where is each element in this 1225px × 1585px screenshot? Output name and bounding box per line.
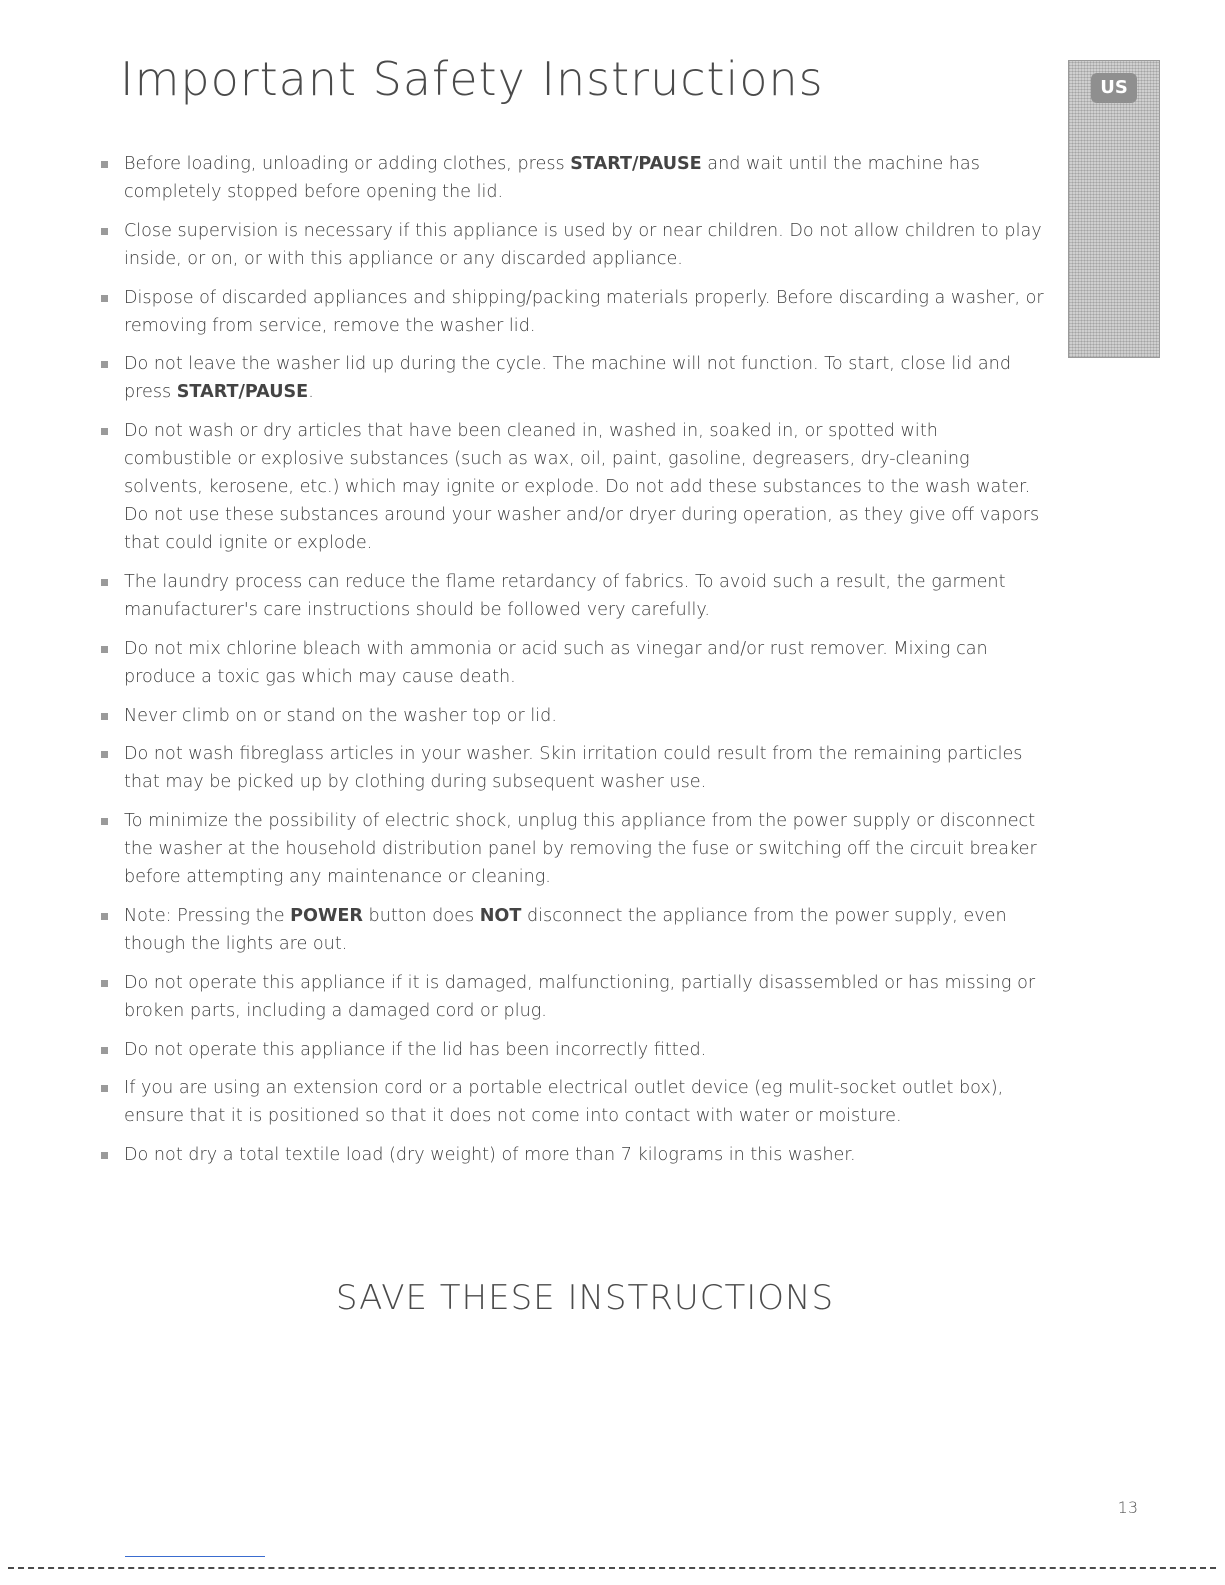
safety-instruction-item	[100, 635, 1045, 691]
save-instructions-heading: SAVE THESE INSTRUCTIONS	[335, 1278, 835, 1318]
safety-instruction-item	[100, 702, 1045, 730]
region-tab-label: US	[1091, 73, 1137, 103]
instruction-keyword: START/PAUSE	[570, 154, 702, 174]
instruction-text: .	[308, 382, 314, 403]
bullet-square-icon	[101, 913, 108, 920]
safety-instruction-item	[100, 740, 1045, 796]
bullet-square-icon	[101, 818, 108, 825]
footer-rule	[8, 1567, 1216, 1569]
instruction-text: To minimize the possibility of electric shock, unplug this appliance from the power supply or disconnect the washer at the household distribution panel by removing the fuse or switching off the circuit breaker before attempting any maintenance or cleaning.	[124, 811, 1037, 888]
bullet-square-icon	[101, 751, 108, 758]
bullet-square-icon	[101, 428, 108, 435]
bullet-square-icon	[101, 646, 108, 653]
safety-instruction-item	[100, 807, 1045, 891]
instruction-text: Do not wash fibreglass articles in your washer. Skin irritation could result from the remaining particles that may be picked up by clothing during subsequent washer use.	[124, 744, 1023, 793]
safety-instruction-item	[100, 417, 1045, 557]
bullet-square-icon	[101, 579, 108, 586]
safety-instruction-item	[100, 350, 1045, 406]
instruction-keyword: NOT	[479, 905, 522, 926]
bullet-square-icon	[101, 361, 108, 368]
bullet-square-icon	[101, 295, 108, 302]
instruction-text: Close supervision is necessary if this appliance is used by or near children. Do not allow children to play inside, or on, or with this appliance or any discarded appliance.	[124, 220, 1042, 269]
bullet-square-icon	[101, 161, 108, 168]
safety-instruction-item	[100, 217, 1045, 273]
instruction-keyword: POWER	[290, 905, 363, 926]
safety-instruction-item	[100, 1036, 1045, 1064]
instruction-text: Dispose of discarded appliances and shipping/packing materials properly. Before discarding a washer, or removing from service, remove the washer lid.	[124, 287, 1044, 336]
instruction-text: Do not dry a total textile load (dry weight) of more than 7 kilograms in this washer.	[124, 1145, 856, 1166]
instruction-text: Do not mix chlorine bleach with ammonia or acid such as vinegar and/or rust remover. Mixing can produce a toxic gas which may cause death.	[124, 638, 988, 687]
safety-instruction-item	[100, 150, 1045, 206]
instruction-text: Before loading, unloading or adding clothes, press	[124, 154, 571, 174]
safety-instruction-item	[100, 1074, 1045, 1130]
safety-instruction-item	[100, 568, 1045, 624]
instruction-text: disconnect the appliance from the power supply, even though the lights are out.	[124, 905, 1007, 954]
bullet-square-icon	[101, 228, 108, 235]
instruction-text: Do not operate this appliance if it is damaged, malfunctioning, partially disassembled or has missing or broken parts, including a damaged cord or plug.	[124, 972, 1036, 1021]
instruction-text: The laundry process can reduce the flame retardancy of fabrics. To avoid such a result, the garment manufacturer's care instructions should be followed very carefully.	[124, 571, 1006, 620]
safety-instruction-item	[100, 1141, 1045, 1169]
page-number: 13	[1117, 1498, 1138, 1517]
instruction-keyword: START/PAUSE	[176, 382, 309, 403]
footer-link-line	[125, 1556, 265, 1557]
instruction-text: Never climb on or stand on the washer top or lid.	[124, 705, 557, 726]
instruction-text: Do not leave the washer lid up during the cycle. The machine will not function. To start, close lid and press	[124, 354, 1011, 403]
safety-instruction-item	[100, 902, 1045, 958]
bullet-square-icon	[101, 713, 108, 720]
instruction-text: and wait until the machine has completely stopped before opening the lid.	[124, 154, 980, 202]
bullet-square-icon	[101, 980, 108, 987]
safety-instruction-item	[100, 969, 1045, 1025]
bullet-square-icon	[101, 1152, 108, 1159]
page-title: Important Safety Instructions	[120, 52, 824, 106]
instruction-text: button does	[362, 905, 480, 926]
region-tab	[1068, 60, 1160, 358]
bullet-square-icon	[101, 1085, 108, 1092]
bullet-square-icon	[101, 1047, 108, 1054]
instruction-text: Do not wash or dry articles that have been cleaned in, washed in, soaked in, or spotted with combustible or explosive substances (such as wax, oil, paint, gasoline, degreasers, dry-cleaning solvents, kerosene, etc.) which may ignite or explode. Do not add these substances to the wash water. Do not use these substances around your washer and/or dryer during operation, as they give off vapors that could ignite or explode.	[124, 421, 1040, 554]
instruction-text: If you are using an extension cord or a portable electrical outlet device (eg mulit-socket outlet box), ensure that it is positioned so that it does not come into contact with water or moisture.	[124, 1078, 1004, 1127]
instruction-text: Do not operate this appliance if the lid has been incorrectly fitted.	[124, 1039, 707, 1060]
instruction-text: Note: Pressing the	[124, 905, 291, 926]
safety-instruction-list	[100, 150, 1045, 1180]
safety-instruction-item	[100, 284, 1045, 340]
